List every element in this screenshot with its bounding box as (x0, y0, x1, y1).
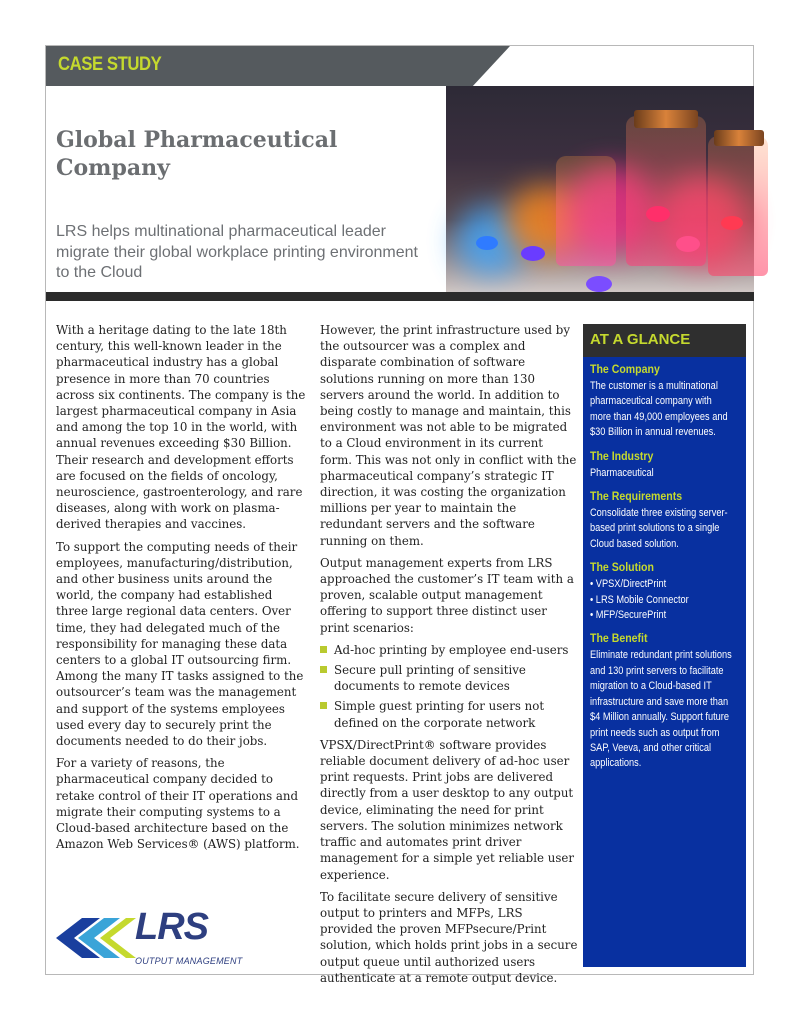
benefit-heading: The Benefit (590, 631, 648, 646)
company-text: The customer is a multinational pharmaceutical company with more than 49,000 employees and $30 Billion in annual revenues. (590, 380, 728, 439)
solution-item: • VPSX/DirectPrint (590, 578, 667, 591)
list-item: Simple guest printing for users not defined on the corporate network (320, 698, 578, 730)
at-a-glance-header (583, 324, 746, 357)
solution-item: • MFP/SecurePrint (590, 609, 667, 622)
paragraph: For a variety of reasons, the pharmaceutical company decided to retake control of their IT operations and migrate their computing systems to a Cloud-based architecture based on the Amazon Web Services® (AWS) platform. (56, 756, 300, 852)
list-item: Secure pull printing of sensitive documents to remote devices (320, 662, 578, 694)
body-column-left (56, 322, 306, 859)
print-scenarios-list (320, 642, 578, 731)
industry-text: Pharmaceutical (590, 466, 654, 479)
solution-heading: The Solution (590, 560, 654, 575)
requirements-heading: The Requirements (590, 489, 683, 504)
page-subtitle: LRS helps multinational pharmaceutical leader migrate their global workplace printing environment to the Cloud (56, 223, 418, 281)
paragraph: To facilitate secure delivery of sensitive output to printers and MFPs, LRS provided the proven MFPsecure/Print solution, which holds print jobs in a secure output queue until authorized users authenticate at a remote output device. (320, 889, 578, 985)
header-divider (46, 292, 754, 301)
company-heading: The Company (590, 362, 660, 376)
lrs-logo-tagline: OUTPUT MANAGEMENT (135, 956, 243, 966)
case-study-label: CASE STUDY (58, 54, 162, 75)
page-title: Global Pharmaceutical Company (56, 127, 338, 181)
paragraph: To support the computing needs of their employees, manufacturing/distribution, and other business units around the world, the company had established three large regional data centers. Over time, they had delegated much of the responsibility for managing these data centers to a global IT outsourcing firm. Among the many IT tasks assigned to the outsourcer’s team was the management and support of the systems employees used every day to securely print the documents needed to do their jobs. (56, 539, 304, 749)
at-a-glance-title: AT A GLANCE (590, 331, 691, 348)
hero-image-pill-bottles (446, 86, 754, 292)
paragraph: VPSX/DirectPrint® software provides reliable document delivery of ad-hoc user print requests. Print jobs are delivered directly from a user desktop to any output device, eliminating the need for print servers. The solution minimizes network traffic and automates print driver management for a simple yet reliable user experience. (320, 737, 575, 882)
lrs-logo-text: LRS (135, 906, 208, 948)
solution-item: • LRS Mobile Connector (590, 593, 689, 606)
paragraph: However, the print infrastructure used by the outsourcer was a complex and disparate combination of software solutions running on more than 130 servers around the world. In addition to being costly to manage and maintain, this environment was not able to be migrated to a Cloud environment in its current form. This was not only in conflict with the pharmaceutical company’s strategic IT direction, it was costing the organization millions per year to maintain the redundant servers and the software running on them. (320, 323, 577, 548)
benefit-text: Eliminate redundant print solutions and 130 print servers to facilitate migration to a Cloud-based IT infrastructure and save more than $4 Million annually. Support future print needs such as output from SAP, Veeva, and other critical applications. (590, 649, 732, 770)
requirements-text: Consolidate three existing server-based print solutions to a single Cloud based solution. (590, 507, 728, 550)
at-a-glance-content (590, 362, 746, 780)
list-item: Ad-hoc printing by employee end-users (320, 642, 578, 658)
case-study-page (45, 45, 754, 985)
body-column-middle (320, 322, 578, 992)
paragraph: With a heritage dating to the late 18th century, this well-known leader in the pharmaceutical industry has a global presence in more than 70 countries across six continents. The company is the largest pharmaceutical company in Asia and among the top 10 in the world, with annual revenues exceeding $30 Billion. Their research and development efforts are focused on the fields of oncology, neuroscience, gastroenterology, and rare diseases, along with work on plasma-derived therapies and vaccines. (56, 323, 306, 532)
paragraph: Output management experts from LRS approached the customer’s IT team with a proven, scalable output management offering to support three distinct user print scenarios: (320, 555, 574, 635)
at-a-glance-sidebar (583, 324, 746, 967)
solution-list (590, 577, 734, 623)
industry-heading: The Industry (590, 448, 654, 463)
